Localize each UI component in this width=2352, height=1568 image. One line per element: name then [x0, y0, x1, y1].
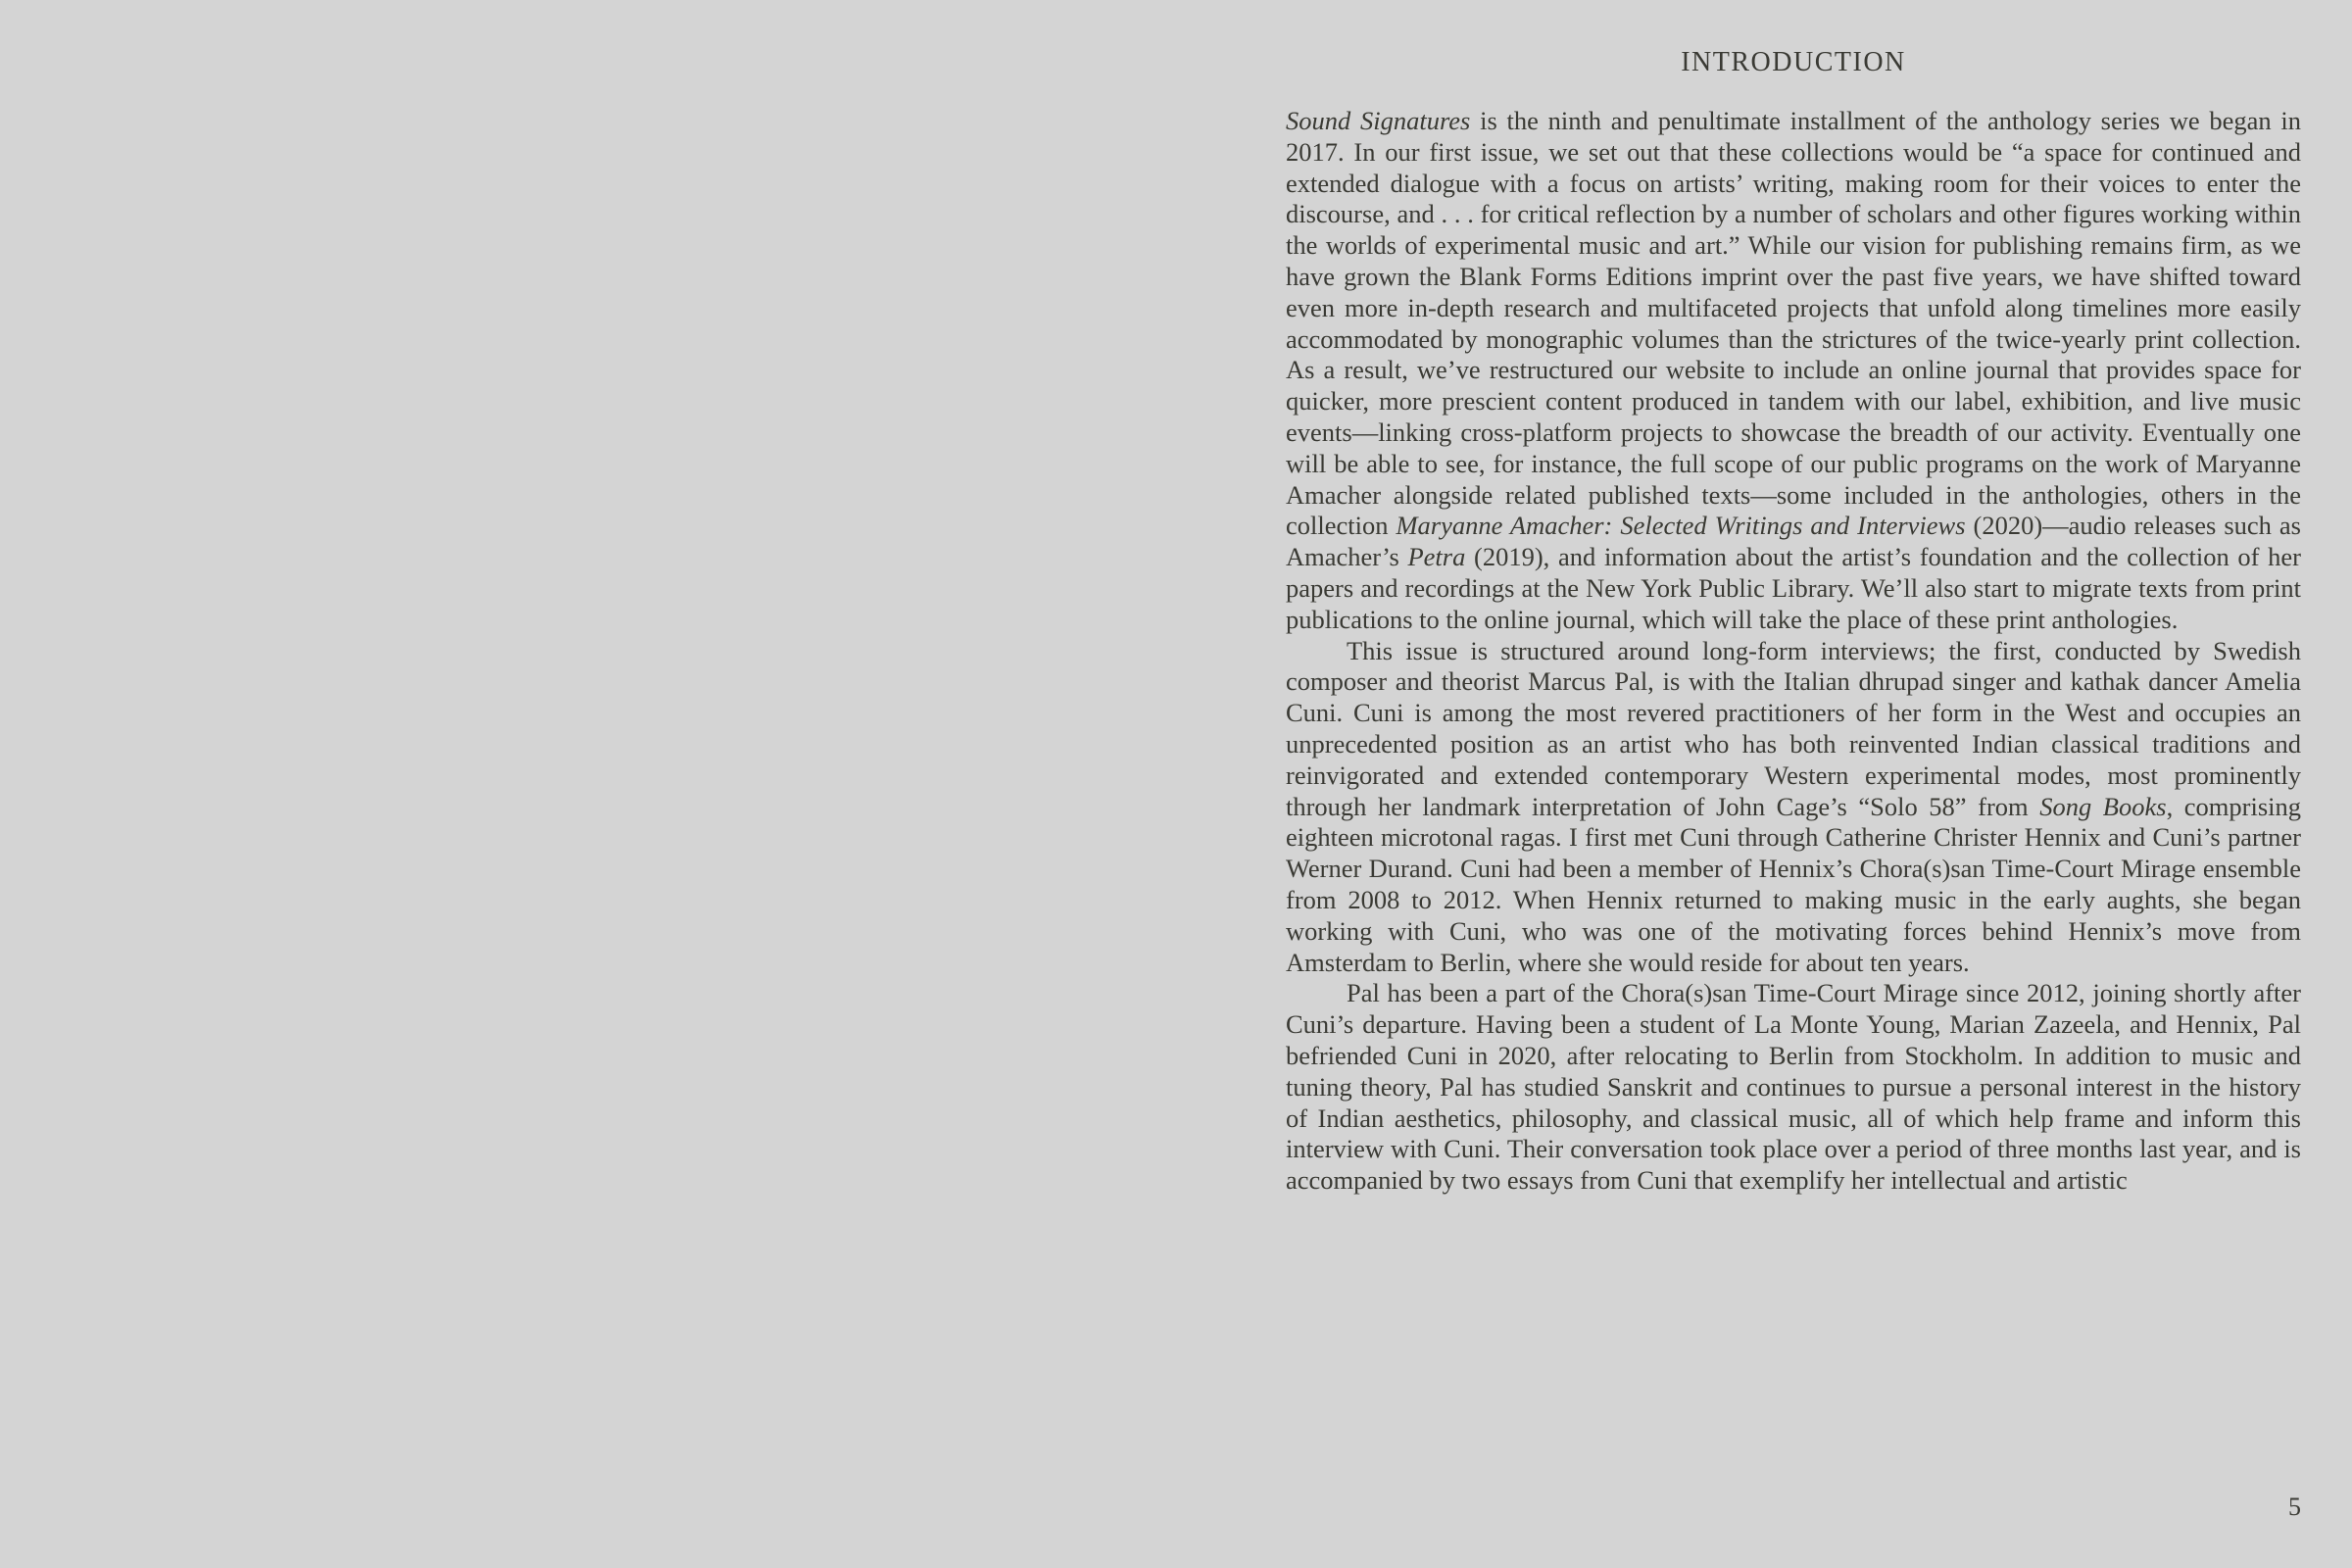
- text-run: is the ninth and penultimate installment of the anthology series we began in 2017. In our first issue, we set out that these collections would be “a space for continued and extended dialogue with a focus on artists’ writing, making room for their voices to enter the discourse, and . . . for critical reflection by a number of scholars and other figures working within the worlds of experimental music and art.” While our vision for publishing remains firm, as we have grown the Blank Forms Editions imprint over the past five years, we have shifted toward even more in-depth research and multifaceted projects that unfold along timelines more easily accommodated by monographic volumes than the strictures of the twice-yearly print collection. As a result, we’ve restructured our website to include an online journal that provides space for quicker, more prescient content produced in tandem with our label, exhibition, and live music events—linking cross-platform projects to showcase the breadth of our activity. Eventually one will be able to see, for instance, the full scope of our public programs on the work of Maryanne Amacher alongside related published texts—some included in the anthologies, others in the collection: [1286, 106, 2301, 541]
- text-run: Pal has been a part of the Chora(s)san Time-Court Mirage since 2012, joining shortly after Cuni’s departure. Having been a student of La Monte Young, Marian Zazeela, and Hennix, Pal befriended Cuni in 2020, after relocating to Berlin from Stockholm. In addition to music and tuning theory, Pal has studied Sanskrit and continues to pursue a personal interest in the history of Indian aesthetics, philosophy, and classical music, all of which help frame and inform this interview with Cuni. Their conversation took place over a period of three months last year, and is accompanied by two essays from Cuni that exemplify her intellectual and artistic: [1286, 978, 2301, 1196]
- body-text: [1286, 106, 2301, 1197]
- paragraph-3: [1286, 978, 2301, 1197]
- text-run: (2020)—audio releases such as Amacher’s: [1286, 511, 2301, 572]
- italic-title-run: Petra: [1407, 542, 1466, 572]
- italic-title-run: Song Books: [2039, 791, 2167, 821]
- paragraph-1: [1286, 106, 2301, 636]
- page-heading: INTRODUCTION: [1681, 47, 1906, 77]
- text-run: (2019), and information about the artist’s foundation and the collection of her papers and recordings at the New York Public Library. We’ll also start to migrate texts from print publications to the online journal, which will take the place of these print anthologies.: [1286, 542, 2301, 634]
- text-run: This issue is structured around long-form interviews; the first, conducted by Swedish composer and theorist Marcus Pal, is with the Italian dhrupad singer and kathak dancer Amelia Cuni. Cuni is among the most revered practitioners of her form in the West and occupies an unprecedented position as an artist who has both reinvented Indian classical traditions and reinvigorated and extended contemporary Western experimental modes, most prominently through her landmark interpretation of John Cage’s “Solo 58” from: [1286, 635, 2301, 821]
- text-run: , comprising eighteen microtonal ragas. I first met Cuni through Catherine Christer Hennix and Cuni’s partner Werner Durand. Cuni had been a member of Hennix’s Chora(s)san Time-Court Mirage ensemble from 2008 to 2012. When Hennix returned to making music in the early aughts, she began working with Cuni, who was one of the motivating forces behind Hennix’s move from Amsterdam to Berlin, where she would reside for about ten years.: [1286, 791, 2301, 977]
- page-number: 5: [2288, 1493, 2301, 1521]
- paragraph-2: [1286, 636, 2301, 979]
- italic-title-run: Sound Signatures: [1286, 106, 1471, 135]
- right-page: [1176, 0, 2352, 1568]
- italic-title-run: Maryanne Amacher: Selected Writings and Interviews: [1396, 511, 1966, 541]
